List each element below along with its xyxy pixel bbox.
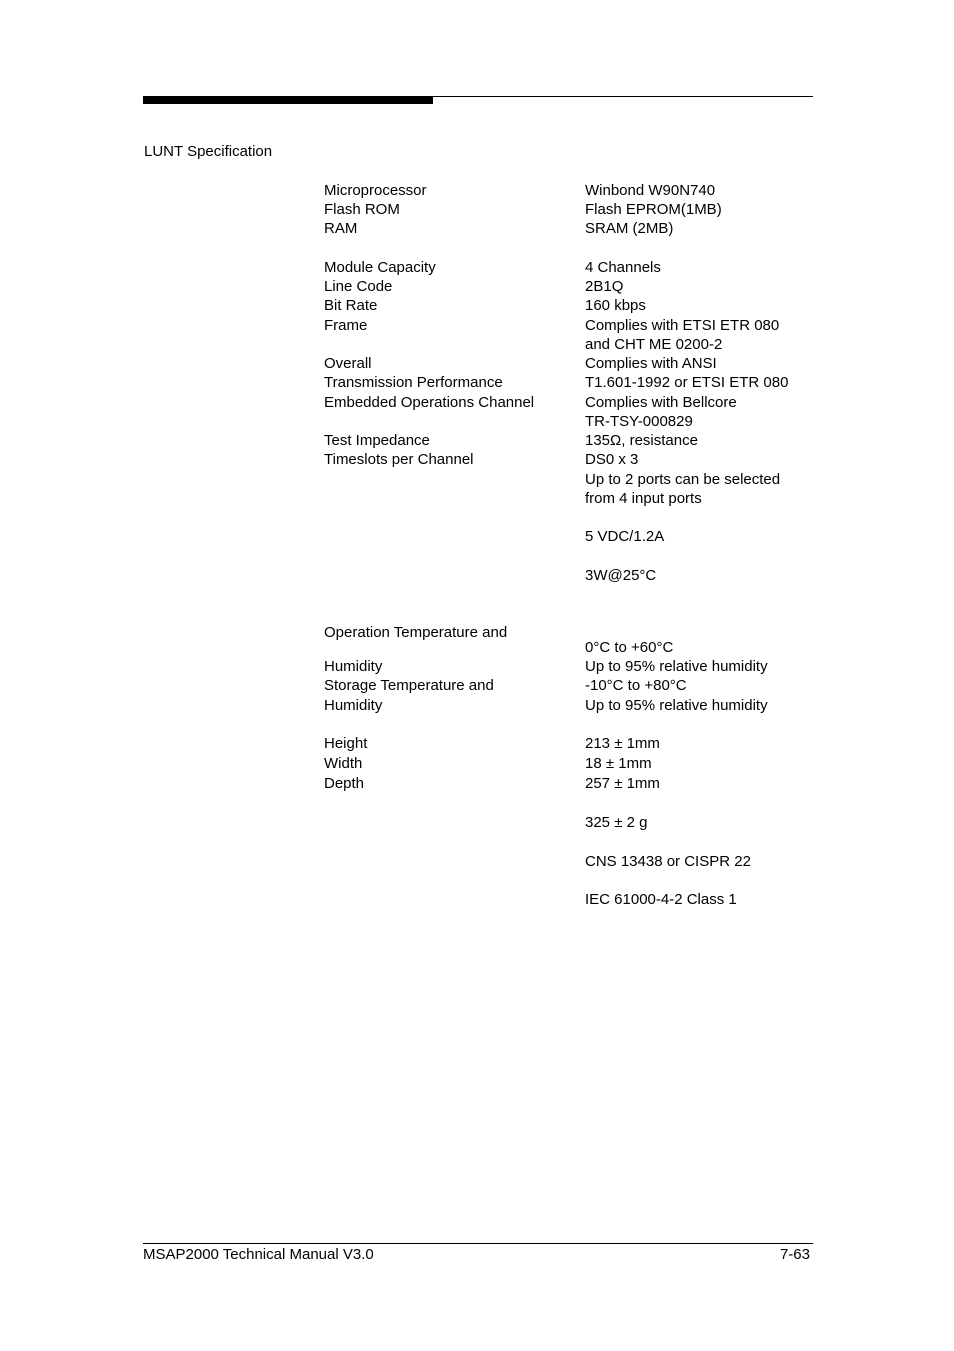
- spec-label: Frame: [324, 317, 368, 334]
- spec-label: Width: [324, 755, 363, 772]
- spec-value: 2B1Q: [585, 278, 624, 295]
- spec-label: Microprocessor: [324, 182, 427, 199]
- spec-value: 325 ± 2 g: [585, 814, 648, 831]
- spec-value: Up to 95% relative humidity: [585, 697, 768, 714]
- spec-label: Bit Rate: [324, 297, 378, 314]
- spec-label: Embedded Operations Channel: [324, 394, 535, 411]
- spec-value: 160 kbps: [585, 297, 646, 314]
- spec-label: Overall: [324, 355, 372, 372]
- spec-value: -10°C to +80°C: [585, 677, 687, 694]
- spec-value: CNS 13438 or CISPR 22: [585, 853, 751, 870]
- spec-value: SRAM (2MB): [585, 220, 674, 237]
- page-number: 7-63: [779, 1246, 810, 1263]
- spec-value: 4 Channels: [585, 259, 661, 276]
- spec-value: 18 ± 1mm: [585, 755, 652, 772]
- spec-label: Module Capacity: [324, 259, 436, 276]
- spec-label: Test Impedance: [324, 432, 430, 449]
- spec-value: T1.601-1992 or ETSI ETR 080: [585, 374, 789, 391]
- section-title: LUNT Specification: [144, 143, 273, 160]
- spec-value: Up to 2 ports can be selected: [585, 471, 781, 488]
- spec-label: Flash ROM: [324, 201, 400, 218]
- spec-value: Complies with Bellcore: [585, 394, 737, 411]
- spec-value: 5 VDC/1.2A: [585, 528, 665, 545]
- header-bar: [143, 96, 433, 104]
- spec-value: 213 ± 1mm: [585, 735, 660, 752]
- spec-value: 135Ω, resistance: [585, 432, 698, 449]
- spec-value: TR-TSY-000829: [585, 413, 693, 430]
- spec-label: Depth: [324, 775, 365, 792]
- spec-label: Operation Temperature and: [324, 624, 508, 641]
- spec-value: Winbond W90N740: [585, 182, 716, 199]
- spec-value: IEC 61000-4-2 Class 1: [585, 891, 737, 908]
- footer-rule: [143, 1243, 813, 1244]
- spec-label: Humidity: [324, 697, 383, 714]
- spec-label: Line Code: [324, 278, 393, 295]
- spec-label: Timeslots per Channel: [324, 451, 474, 468]
- spec-label: Storage Temperature and: [324, 677, 494, 694]
- spec-value: 3W@25°C: [585, 567, 657, 584]
- spec-value: 257 ± 1mm: [585, 775, 660, 792]
- spec-label: Humidity: [324, 658, 383, 675]
- spec-label: Height: [324, 735, 368, 752]
- spec-value: Complies with ETSI ETR 080: [585, 317, 780, 334]
- spec-value: 0°C to +60°C: [585, 639, 674, 656]
- spec-value: from 4 input ports: [585, 490, 702, 507]
- spec-value: DS0 x 3: [585, 451, 639, 468]
- spec-label: Transmission Performance: [324, 374, 503, 391]
- footer-title: MSAP2000 Technical Manual V3.0: [143, 1246, 374, 1263]
- spec-value: Up to 95% relative humidity: [585, 658, 768, 675]
- spec-value: Complies with ANSI: [585, 355, 717, 372]
- spec-value: and CHT ME 0200-2: [585, 336, 723, 353]
- spec-label: RAM: [324, 220, 358, 237]
- spec-value: Flash EPROM(1MB): [585, 201, 722, 218]
